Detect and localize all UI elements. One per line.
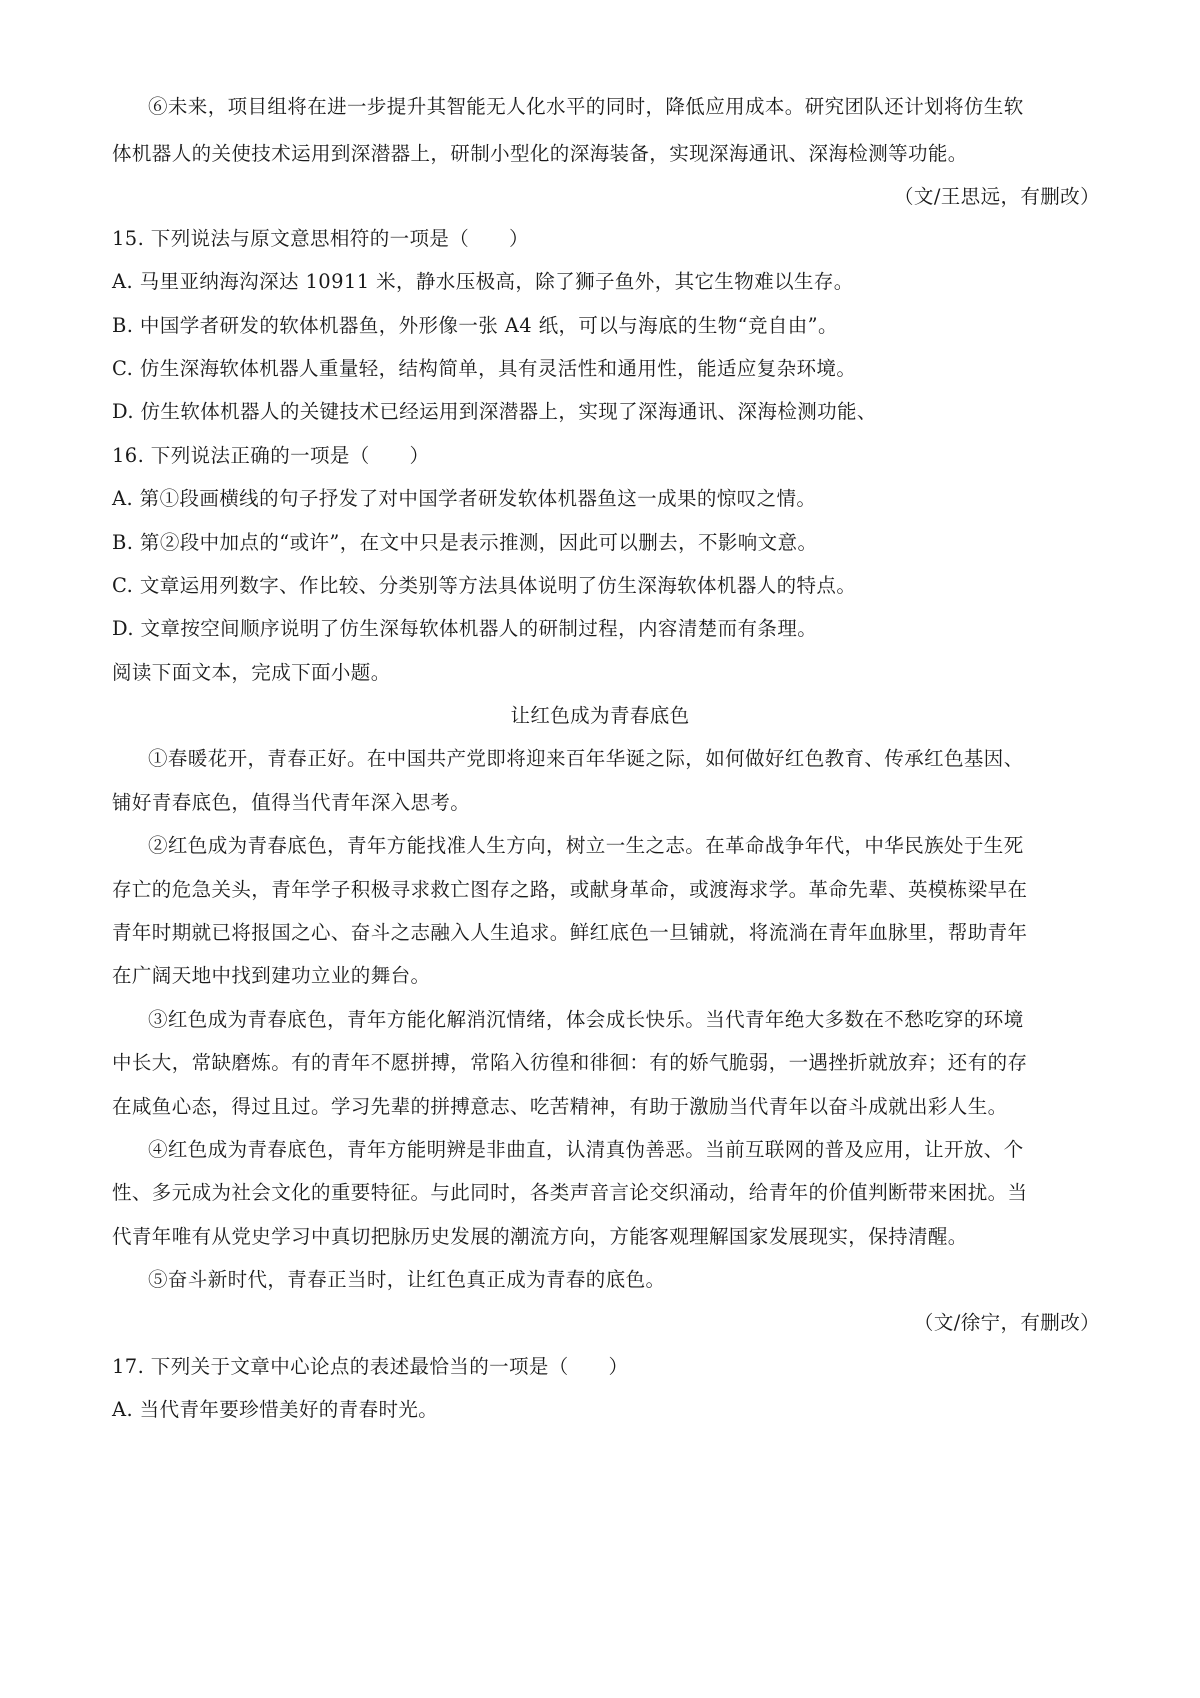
q15-option-a: A. 马里亚纳海沟深达 10911 米，静水压极高，除了狮子鱼外，其它生物难以生存。 (112, 270, 854, 293)
passage2-p2-line2: 存亡的危急关头，青年学子积极寻求救亡图存之路，或献身革命，或渡海求学。革命先辈、英模栋梁早在 (112, 878, 1028, 901)
q16-option-a: A. 第①段画横线的句子抒发了对中国学者研发软体机器鱼这一成果的惊叹之情。 (112, 487, 817, 510)
q15-option-d: D. 仿生软体机器人的关键技术已经运用到深潜器上，实现了深海通讯、深海检测功能、 (112, 400, 877, 423)
passage2-p4-line1: ④红色成为青春底色，青年方能明辨是非曲直，认清真伪善恶。当前互联网的普及应用，让开放、个 (148, 1138, 1024, 1161)
q17-option-a: A. 当代青年要珍惜美好的青春时光。 (112, 1398, 439, 1421)
passage2-p3-line1: ③红色成为青春底色，青年方能化解消沉情绪，体会成长快乐。当代青年绝大多数在不愁吃穿的环境 (148, 1008, 1024, 1031)
q16-option-b: B. 第②段中加点的“或许”，在文中只是表示推测，因此可以删去，不影响文意。 (112, 531, 818, 554)
q17-stem: 17. 下列关于文章中心论点的表述最恰当的一项是（ ） (112, 1355, 629, 1378)
q15-option-c: C. 仿生深海软体机器人重量轻，结构简单，具有灵活性和通用性，能适应复杂环境。 (112, 357, 857, 380)
passage1-source: （文/王思远，有删改） (894, 185, 1100, 208)
passage1-para6-line2: 体机器人的关使技术运用到深潜器上，研制小型化的深海装备，实现深海通讯、深海检测等功能。 (112, 142, 968, 165)
passage2-p4-line2: 性、多元成为社会文化的重要特征。与此同时，各类声音言论交织涌动，给青年的价值判断带来困扰。当 (112, 1181, 1028, 1204)
passage2-p3-line3: 在咸鱼心态，得过且过。学习先辈的拼搏意志、吃苦精神，有助于激励当代青年以奋斗成就出彩人生。 (112, 1095, 1008, 1118)
passage2-p2-line4: 在广阔天地中找到建功立业的舞台。 (112, 964, 431, 987)
q16-option-d: D. 文章按空间顺序说明了仿生深每软体机器人的研制过程，内容清楚而有条理。 (112, 617, 818, 640)
passage2-p3-line2: 中长大，常缺磨炼。有的青年不愿拼搏，常陷入彷徨和徘徊：有的娇气脆弱，一遇挫折就放弃；还有的存 (112, 1051, 1028, 1074)
passage2-p1-line1: ①春暖花开，青春正好。在中国共产党即将迎来百年华诞之际，如何做好红色教育、传承红色基因、 (148, 747, 1024, 770)
passage2-p4-line3: 代青年唯有从党史学习中真切把脉历史发展的潮流方向，方能客观理解国家发展现实，保持清醒。 (112, 1225, 968, 1248)
q15-stem: 15. 下列说法与原文意思相符的一项是（ ） (112, 227, 529, 250)
passage2-p1-line2: 铺好青春底色，值得当代青年深入思考。 (112, 791, 471, 814)
passage1-para6-line1: ⑥未来，项目组将在进一步提升其智能无人化水平的同时，降低应用成本。研究团队还计划将仿生软 (148, 95, 1024, 118)
q16-stem: 16. 下列说法正确的一项是（ ） (112, 444, 430, 467)
passage2-title: 让红色成为青春底色 (510, 704, 690, 727)
passage2-source: （文/徐宁，有删改） (913, 1311, 1100, 1334)
passage2-p2-line1: ②红色成为青春底色，青年方能找准人生方向，树立一生之志。在革命战争年代，中华民族处于生死 (148, 834, 1024, 857)
reading-instruction: 阅读下面文本，完成下面小题。 (112, 661, 391, 684)
passage2-p5: ⑤奋斗新时代，青春正当时，让红色真正成为青春的底色。 (148, 1268, 666, 1291)
q16-option-c: C. 文章运用列数字、作比较、分类别等方法具体说明了仿生深海软体机器人的特点。 (112, 574, 857, 597)
passage2-p2-line3: 青年时期就已将报国之心、奋斗之志融入人生追求。鲜红底色一旦铺就，将流淌在青年血脉里，帮助青年 (112, 921, 1028, 944)
q15-option-b: B. 中国学者研发的软体机器鱼，外形像一张 A4 纸，可以与海底的生物“竞自由”。 (112, 314, 838, 337)
